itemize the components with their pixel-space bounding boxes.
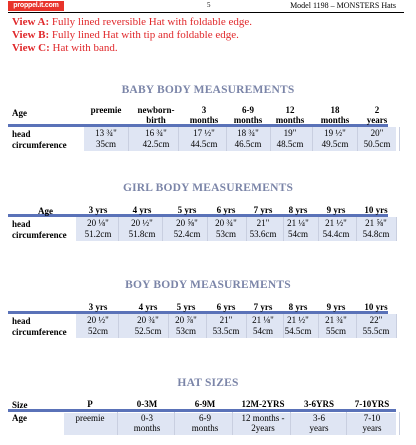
- hat-size-cell: 12M-2YRS: [241, 399, 285, 409]
- baby-header-line2: months: [275, 115, 305, 125]
- hat-age-line1: preemie: [75, 413, 105, 423]
- girl-cm-cell: 53.6cm: [249, 229, 277, 239]
- baby-column-divider: [399, 127, 400, 151]
- boy-cm-cell: 52.5cm: [134, 326, 162, 336]
- boy-cm-cell: 54.5cm: [284, 326, 312, 336]
- baby-inch-cell: 16 ¾": [145, 128, 167, 138]
- girl-header: 10 yrs: [364, 205, 388, 215]
- hat-section-title: HAT SIZES: [177, 377, 239, 389]
- hat-age-line2: years: [309, 423, 329, 433]
- baby-inch-cell: 19 ½": [324, 128, 346, 138]
- hat-age-line1: 3-6: [313, 413, 325, 423]
- girl-inch-cell: 20 ¾": [215, 218, 237, 228]
- view-a: View A: Fully lined reversible Hat with foldable edge.: [12, 16, 253, 28]
- baby-header-line2: months: [233, 115, 263, 125]
- girl-header: 8 yrs: [288, 205, 308, 215]
- girl-header: 7 yrs: [253, 205, 273, 215]
- boy-inch-cell: 21 ⅛": [252, 315, 274, 325]
- boy-header: 3 yrs: [88, 302, 108, 312]
- girl-inch-cell: 21 ¼": [287, 218, 309, 228]
- header-rule: [8, 12, 404, 13]
- hat-size-cell: 7-10YRS: [354, 399, 390, 409]
- page-number: 5: [207, 1, 211, 9]
- baby-inch-cell: 18 ¾": [237, 128, 259, 138]
- girl-header: 6 yrs: [216, 205, 236, 215]
- baby-inch-cell: 17 ½": [193, 128, 215, 138]
- hat-age-line1: 6-9: [199, 413, 211, 423]
- girl-cm-cell: 54cm: [288, 229, 308, 239]
- hat-age-line2: months: [191, 423, 219, 433]
- hat-age-line1: 7-10: [363, 413, 381, 423]
- baby-row-label-circumference: circumference: [12, 140, 67, 150]
- boy-inch-cell: 20 ¾": [137, 315, 159, 325]
- baby-column-divider: [128, 127, 129, 151]
- girl-inch-cell: 21 ⅝": [365, 218, 387, 228]
- boy-cm-cell: 52cm: [88, 326, 108, 336]
- girl-age-label: Age: [38, 206, 53, 216]
- baby-column-divider: [178, 127, 179, 151]
- hat-age-line1: 12 months -: [241, 413, 285, 423]
- girl-inch-cell: 21": [256, 218, 270, 228]
- girl-cm-cell: 52.4cm: [173, 229, 201, 239]
- baby-header-line2: birth: [146, 115, 166, 125]
- baby-header-line1: newborn-: [137, 105, 175, 115]
- baby-cm-cell: 44.5cm: [190, 139, 218, 149]
- girl-column-divider: [118, 217, 119, 241]
- view-b: View B: Fully lined Hat with tip and foldable edge.: [12, 29, 239, 41]
- baby-header-line2: months: [320, 115, 350, 125]
- girl-row-label-circumference: circumference: [12, 230, 67, 240]
- boy-cm-cell: 53.5cm: [212, 326, 240, 336]
- baby-section-title: BABY BODY MEASUREMENTS: [121, 84, 295, 96]
- hat-age-line2: months: [133, 423, 161, 433]
- boy-header: 7 yrs: [253, 302, 273, 312]
- girl-column-divider: [396, 217, 397, 241]
- girl-row-label-head: head: [12, 219, 31, 229]
- baby-cm-cell: 42.5cm: [142, 139, 170, 149]
- boy-inch-cell: 21 ½": [287, 315, 309, 325]
- boy-row-label-head: head: [12, 316, 31, 326]
- girl-header: 5 yrs: [177, 205, 197, 215]
- baby-inch-cell: 19": [283, 128, 297, 138]
- girl-cm-cell: 53cm: [216, 229, 236, 239]
- hat-size-label: Size: [12, 400, 28, 410]
- baby-header-line1: 18: [330, 105, 340, 115]
- boy-inch-cell: 22": [369, 315, 383, 325]
- baby-cm-cell: 35cm: [96, 139, 116, 149]
- baby-inch-cell: 13 ¾": [95, 128, 117, 138]
- girl-inch-cell: 20 ½": [131, 218, 153, 228]
- boy-cm-cell: 55.5cm: [362, 326, 390, 336]
- girl-cm-cell: 54.4cm: [322, 229, 350, 239]
- hat-age-line2: 2years: [251, 423, 275, 433]
- hat-age-line1: 0-3: [141, 413, 153, 423]
- boy-section-title: BOY BODY MEASUREMENTS: [125, 279, 291, 291]
- baby-inch-cell: 20": [370, 128, 384, 138]
- girl-inch-cell: 20 ⅝": [176, 218, 198, 228]
- baby-age-label: Age: [12, 108, 27, 118]
- boy-cm-cell: 54cm: [253, 326, 273, 336]
- baby-header-line2: months: [189, 115, 219, 125]
- boy-header: 6 yrs: [216, 302, 236, 312]
- girl-inch-cell: 21 ½": [325, 218, 347, 228]
- boy-inch-cell: 20 ½": [87, 315, 109, 325]
- baby-header-line1: 2: [374, 105, 380, 115]
- girl-header: 9 yrs: [326, 205, 346, 215]
- baby-cm-cell: 48.5cm: [276, 139, 304, 149]
- girl-header: 4 yrs: [132, 205, 152, 215]
- hat-age-line2: years: [362, 423, 382, 433]
- boy-cm-cell: 53cm: [176, 326, 196, 336]
- boy-inch-cell: 20 ⅞": [175, 315, 197, 325]
- boy-cm-cell: 55cm: [326, 326, 346, 336]
- baby-header-line1: 12: [285, 105, 295, 115]
- boy-header: 10 yrs: [364, 302, 388, 312]
- hat-size-cell: 6-9M: [194, 399, 216, 409]
- views-list: [12, 16, 252, 55]
- boy-column-divider: [396, 314, 397, 338]
- baby-header-line1: preemie: [90, 105, 122, 115]
- baby-header-line1: 3: [201, 105, 207, 115]
- boy-header: 4 yrs: [138, 302, 158, 312]
- boy-header: 9 yrs: [326, 302, 346, 312]
- baby-row-label-head: head: [12, 129, 31, 139]
- girl-column-divider: [162, 217, 163, 241]
- baby-cm-cell: 46.5cm: [234, 139, 262, 149]
- boy-inch-cell: 21 ¾": [325, 315, 347, 325]
- boy-header: 8 yrs: [288, 302, 308, 312]
- hat-size-cell: P: [87, 399, 93, 409]
- boy-inch-cell: 21": [219, 315, 233, 325]
- girl-cm-cell: 54.8cm: [362, 229, 390, 239]
- brand-logo: proppel.it.com: [8, 1, 64, 11]
- girl-cm-cell: 51.2cm: [84, 229, 112, 239]
- hat-header-rule: [8, 409, 396, 412]
- girl-header: 3 yrs: [88, 205, 108, 215]
- baby-header-line1: 6-9: [242, 105, 254, 115]
- baby-header-line2: years: [366, 115, 388, 125]
- boy-row-label-circumference: circumference: [12, 327, 67, 337]
- baby-cm-cell: 49.5cm: [321, 139, 349, 149]
- hat-age-label: Age: [12, 413, 27, 423]
- girl-cm-cell: 51.8cm: [128, 229, 156, 239]
- boy-header: 5 yrs: [176, 302, 196, 312]
- model-title: Model 1198 – MONSTERS Hats: [290, 1, 396, 10]
- hat-size-cell: 3-6YRS: [303, 399, 334, 409]
- boy-column-divider: [118, 314, 119, 338]
- view-c: View C: Hat with band.: [12, 42, 118, 54]
- girl-section-title: GIRL BODY MEASUREMENTS: [122, 182, 294, 194]
- page-header: [0, 0, 416, 14]
- baby-cm-cell: 50.5cm: [363, 139, 391, 149]
- girl-inch-cell: 20 ⅛": [87, 218, 109, 228]
- hat-size-cell: 0-3M: [136, 399, 158, 409]
